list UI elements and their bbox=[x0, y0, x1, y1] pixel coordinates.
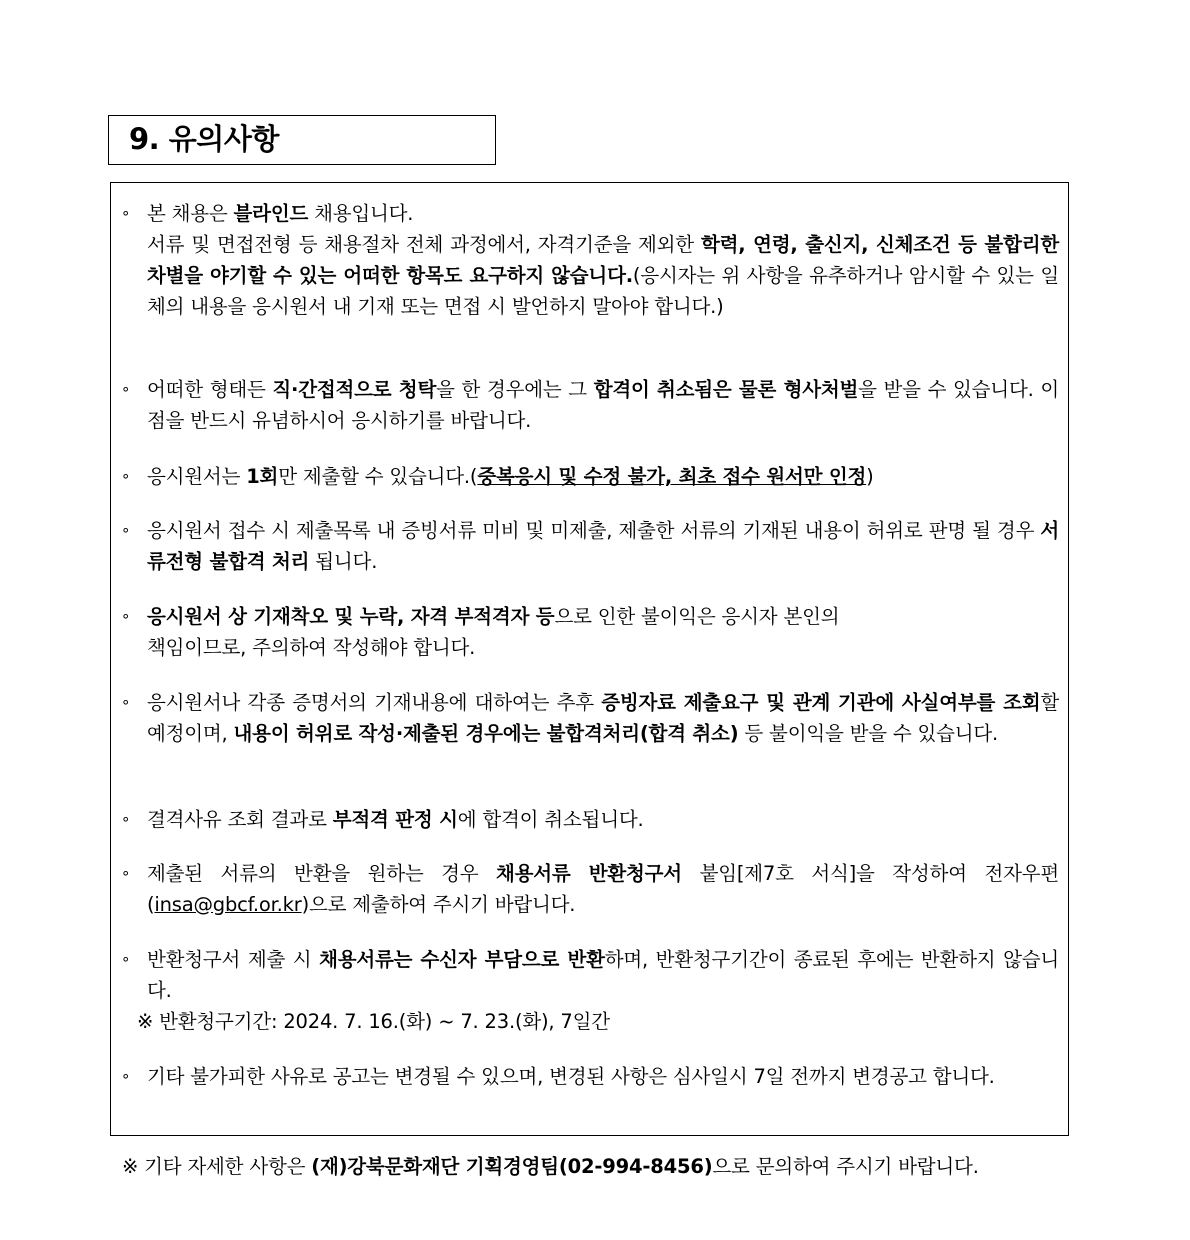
notice-text: 기타 불가피한 사유로 공고는 변경될 수 있으며, 변경된 사항은 심사일시 7일 전까지 변경공고 합니다. bbox=[147, 1065, 995, 1088]
notice-text: 응시원서 접수 시 제출목록 내 증빙서류 미비 및 미제출, 제출한 서류의 기재된 내용이 허위로 판명 될 경우 서류전형 불합격 처리 됩니다. bbox=[147, 519, 1059, 573]
notice-text: 결격사유 조회 결과로 부적격 판정 시에 합격이 취소됩니다. bbox=[147, 808, 644, 831]
ring-bullet-icon: ∘ bbox=[121, 607, 131, 625]
notice-text: 서류 및 면접전형 등 채용절차 전체 과정에서, 자격기준을 제외한 학력, 연령, 출신지, 신체조건 등 불합리한 차별을 야기할 수 있는 어떠한 항목도 요구하지 않습니다.(응시자는 위 사항을 유추하거나 암시할 수 있는 일체의 내용을 응시원서 내 기재 또는 면접 시 발언하지 말아야 합니다.) bbox=[147, 233, 1059, 318]
notice-entry-errors bbox=[119, 601, 1059, 663]
notice-single-submission bbox=[119, 461, 1059, 492]
ring-bullet-icon: ∘ bbox=[121, 521, 131, 539]
notice-text: 응시원서 상 기재착오 및 누락, 자격 부적격자 등으로 인한 불이익은 응시자 본인의 bbox=[147, 605, 840, 628]
notice-changes bbox=[119, 1061, 1059, 1092]
notice-text: 반환청구서 제출 시 채용서류는 수신자 부담으로 반환하며, 반환청구기간이 종료된 후에는 반환하지 않습니다. bbox=[147, 948, 1059, 1002]
ring-bullet-icon: ∘ bbox=[121, 864, 131, 882]
ring-bullet-icon: ∘ bbox=[121, 204, 131, 222]
notice-text: 책임이므로, 주의하여 작성해야 합니다. bbox=[147, 636, 476, 659]
ring-bullet-icon: ∘ bbox=[121, 693, 131, 711]
notice-text: 어떠한 형태든 직·간접적으로 청탁을 한 경우에는 그 합격이 취소됨은 물론 형사처벌을 받을 수 있습니다. 이 점을 반드시 유념하시어 응시하기를 바랍니다. bbox=[147, 378, 1059, 432]
ring-bullet-icon: ∘ bbox=[121, 810, 131, 828]
ring-bullet-icon: ∘ bbox=[121, 1067, 131, 1085]
notice-text: 제출된 서류의 반환을 원하는 경우 채용서류 반환청구서 붙임[제7호 서식]을 작성하여 전자우편(insa@gbcf.or.kr)으로 제출하여 주시기 바랍니다. bbox=[147, 862, 1059, 916]
ring-bullet-icon: ∘ bbox=[121, 467, 131, 485]
ring-bullet-icon: ∘ bbox=[121, 380, 131, 398]
notice-solicitation bbox=[119, 374, 1059, 436]
email-link[interactable]: insa@gbcf.or.kr bbox=[154, 893, 302, 916]
notice-verification bbox=[119, 687, 1059, 749]
footer-contact-note: ※ 기타 자세한 사항은 (재)강북문화재단 기획경영팀(02-994-8456)으로 문의하여 주시기 바랍니다. bbox=[122, 1155, 979, 1178]
notice-text: 응시원서는 1회만 제출할 수 있습니다.(중복응시 및 수정 불가, 최초 접수 원서만 인정) bbox=[147, 465, 874, 488]
notice-text: 본 채용은 블라인드 채용입니다. bbox=[147, 202, 414, 225]
notice-blind-hiring bbox=[119, 198, 1059, 322]
notice-disqualification bbox=[119, 804, 1059, 835]
ring-bullet-icon: ∘ bbox=[121, 950, 131, 968]
notice-box bbox=[110, 182, 1069, 1136]
notice-return-cost bbox=[119, 944, 1059, 1037]
notice-document-return bbox=[119, 858, 1059, 920]
return-period-note: ※ 반환청구기간: 2024. 7. 16.(화) ~ 7. 23.(화), 7일간 bbox=[137, 1010, 610, 1033]
notice-false-documents bbox=[119, 515, 1059, 577]
section-title: 9. 유의사항 bbox=[108, 115, 496, 165]
notice-text: 응시원서나 각종 증명서의 기재내용에 대하여는 추후 증빙자료 제출요구 및 관계 기관에 사실여부를 조회할 예정이며, 내용이 허위로 작성·제출된 경우에는 불합격처리(합격 취소) 등 불이익을 받을 수 있습니다. bbox=[147, 691, 1059, 745]
